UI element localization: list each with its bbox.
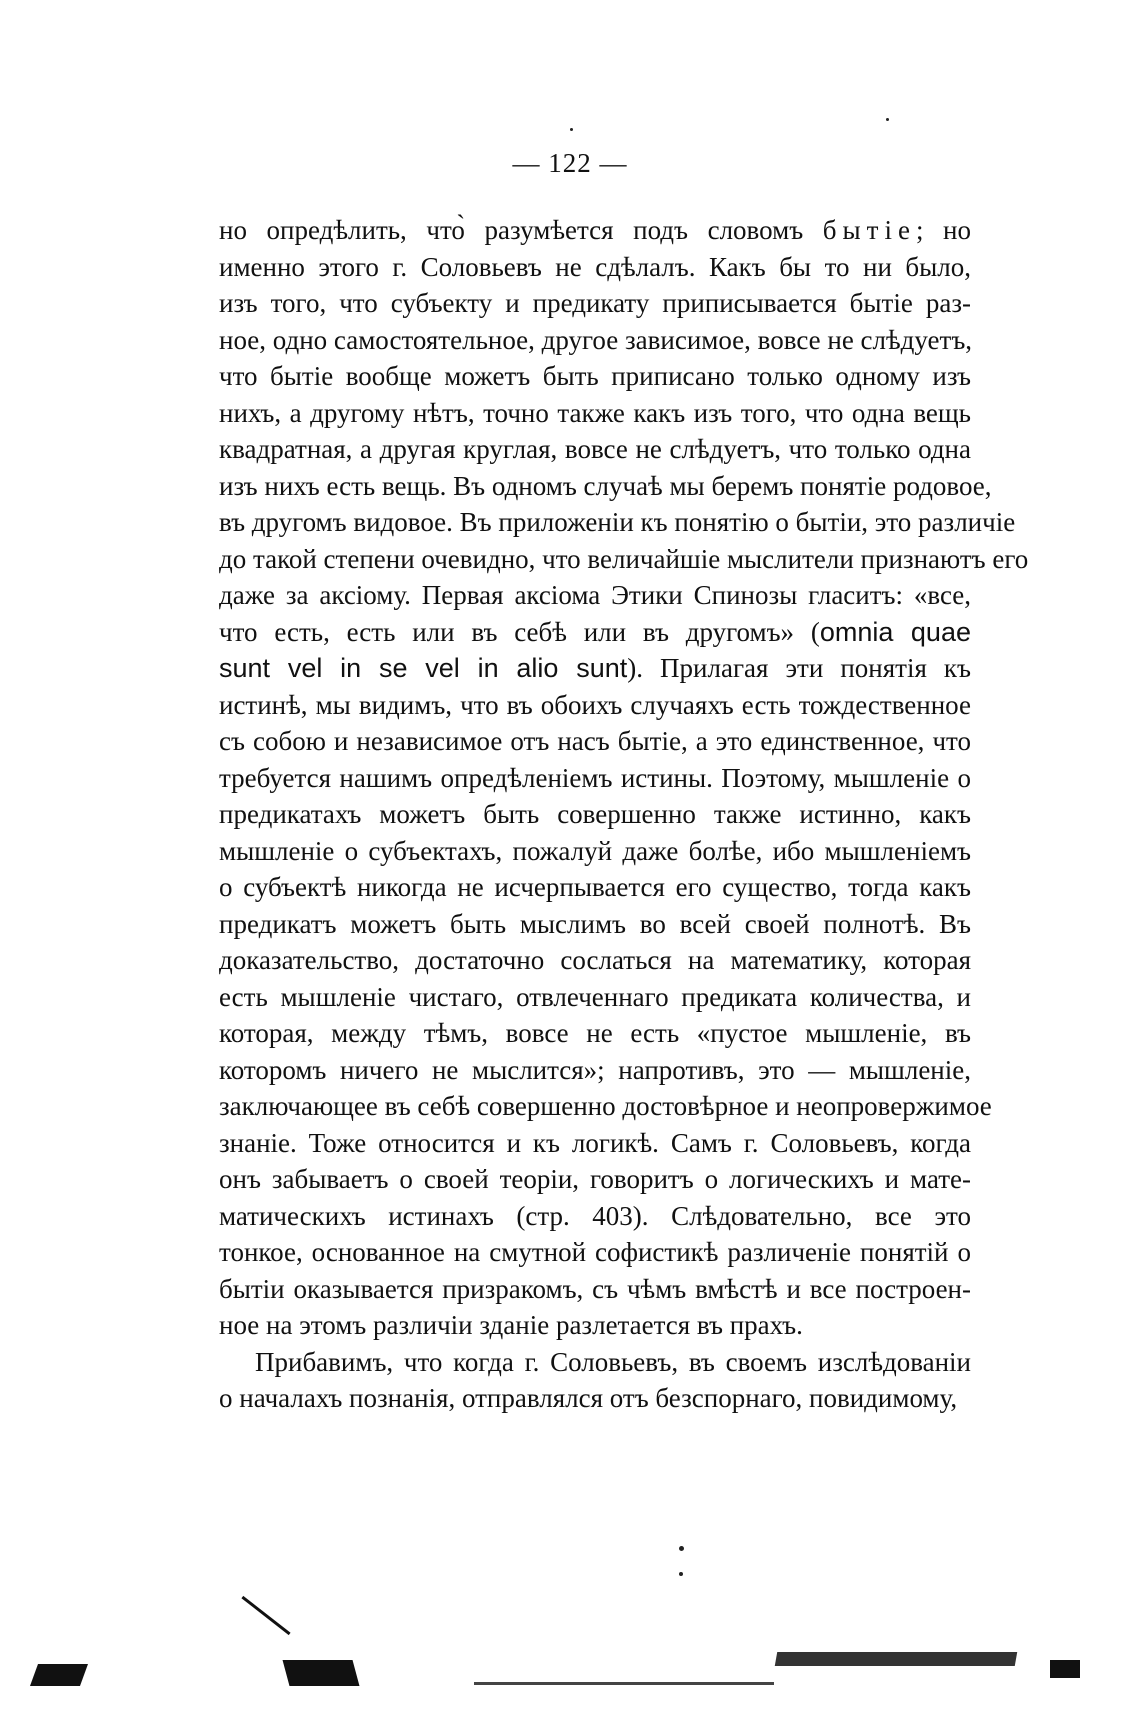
text-line	[219, 796, 971, 833]
text-line	[219, 1344, 971, 1381]
text-line	[219, 1380, 971, 1417]
text-segment: которая, между тѣмъ, вовсе не есть «пустое мышленіе, въ	[219, 1018, 971, 1048]
text-segment: ). Прилагая эти понятія къ	[627, 653, 972, 683]
text-segment: до такой степени очевидно, что величайшіе мыслители признаютъ его	[219, 543, 1029, 574]
text-segment: въ другомъ видовое. Въ приложеніи къ понятію о бытіи, это различіе	[219, 507, 1016, 537]
text-segment: онъ забываетъ о своей теоріи, говоритъ о логическихъ и мате-	[219, 1164, 971, 1194]
scan-artifact	[1050, 1660, 1080, 1678]
text-segment: мышленіе о субъектахъ, пожалуй даже болѣе, ибо мышленіемъ	[219, 835, 971, 866]
text-segment: бытіе	[822, 215, 916, 245]
text-line	[219, 431, 971, 468]
scan-dot	[886, 118, 889, 121]
text-segment: которомъ ничего не мыслится»; напротивъ, это — мышленіе,	[219, 1054, 971, 1085]
text-line	[219, 1125, 971, 1162]
text-line	[219, 614, 971, 651]
text-segment: знаніе. Тоже относится и къ логикѣ. Самъ г. Соловьевъ, когда	[219, 1127, 971, 1158]
text-line	[219, 1198, 971, 1235]
text-line	[219, 833, 971, 870]
scan-artifact	[241, 1596, 290, 1635]
text-line	[219, 322, 971, 359]
text-line	[219, 1271, 971, 1308]
text-segment: изъ нихъ есть вещь. Въ одномъ случаѣ мы беремъ понятіе родовое,	[219, 470, 992, 501]
text-line	[219, 1088, 992, 1125]
text-line	[219, 504, 1016, 541]
text-segment: но опредѣлить, что̀ разумѣется подъ словомъ	[219, 215, 823, 245]
page-number: — 122 —	[512, 148, 628, 178]
text-line	[219, 869, 971, 906]
text-segment: ное на этомъ различіи зданіе разлетается въ прахъ.	[219, 1310, 803, 1340]
text-segment: требуется нашимъ опредѣленіемъ истины. Поэтому, мышленіе о	[219, 762, 971, 793]
text-line	[219, 1015, 971, 1052]
text-segment: съ собою и независимое отъ насъ бытіе, а это единственное, что	[219, 726, 971, 756]
scan-dot	[679, 1546, 684, 1551]
text-line	[219, 285, 971, 322]
scan-artifact	[30, 1664, 88, 1686]
text-line	[219, 1052, 971, 1089]
text-line	[219, 1234, 971, 1271]
text-line	[219, 687, 971, 724]
text-segment: есть мышленіе чистаго, отвлеченнаго предиката количества, и	[219, 981, 971, 1012]
text-line	[219, 1161, 971, 1198]
text-line	[219, 650, 971, 687]
text-segment: что есть, есть или въ себѣ или въ другомъ» (	[219, 616, 820, 647]
text-segment: даже за аксіому. Первая аксіома Этики Спинозы гласитъ: «все,	[219, 580, 971, 610]
text-line	[219, 760, 971, 797]
text-line	[219, 942, 971, 979]
scan-dot	[679, 1572, 683, 1576]
text-segment: именно этого г. Соловьевъ не сдѣлалъ. Какъ бы то ни было,	[219, 251, 971, 282]
text-segment: квадратная, а другая круглая, вовсе не слѣдуетъ, что только одна	[219, 434, 971, 464]
text-segment: ; но	[915, 215, 971, 245]
text-line	[219, 723, 971, 760]
scan-artifact	[775, 1652, 1017, 1666]
text-segment: истинѣ, мы видимъ, что въ обоихъ случаяхъ есть тождественное	[219, 689, 971, 720]
scan-dot	[570, 128, 573, 131]
text-line	[219, 212, 971, 249]
text-line	[219, 1307, 971, 1344]
scan-artifact	[474, 1682, 774, 1685]
text-line	[219, 395, 971, 432]
text-segment: тонкое, основанное на смутной софистикѣ различеніе понятій о	[219, 1237, 971, 1267]
text-segment: предикатъ можетъ быть мыслимъ во всей своей полнотѣ. Въ	[219, 908, 971, 939]
text-line	[219, 541, 1029, 578]
text-segment: изъ того, что субъекту и предикату приписывается бытіе раз-	[219, 288, 971, 318]
text-line	[219, 358, 971, 395]
text-line	[219, 979, 971, 1016]
text-segment: заключающее въ себѣ совершенно достовѣрное и неопровержимое	[219, 1091, 992, 1121]
text-line	[219, 906, 971, 943]
text-segment: sunt vel in se vel in alio sunt	[219, 653, 628, 683]
text-segment: матическихъ истинахъ (стр. 403). Слѣдовательно, все это	[219, 1200, 971, 1231]
body-text	[219, 212, 1029, 1417]
text-segment: нихъ, а другому нѣтъ, точно также какъ изъ того, что одна вещь	[219, 397, 971, 428]
text-segment: ное, одно самостоятельное, другое зависимое, вовсе не слѣдуетъ,	[219, 324, 973, 355]
text-segment: бытіи оказывается призракомъ, съ чѣмъ вмѣстѣ и все построен-	[219, 1273, 971, 1304]
text-segment: omnia quae	[819, 616, 971, 647]
text-segment: доказательство, достаточно сослаться на математику, которая	[219, 945, 971, 975]
text-line	[219, 577, 971, 614]
scan-artifact	[283, 1660, 360, 1686]
text-line	[219, 468, 992, 505]
text-segment: предикатахъ можетъ быть совершенно также истинно, какъ	[219, 799, 971, 829]
text-segment: о началахъ познанія, отправлялся отъ безспорнаго, повидимому,	[219, 1383, 958, 1413]
text-line	[219, 249, 971, 286]
text-segment: что бытіе вообще можетъ быть приписано только одному изъ	[219, 361, 971, 391]
text-segment: о субъектѣ никогда не исчерпывается его существо, тогда какъ	[219, 872, 971, 902]
text-segment: Прибавимъ, что когда г. Соловьевъ, въ своемъ изслѣдованіи	[255, 1346, 971, 1377]
